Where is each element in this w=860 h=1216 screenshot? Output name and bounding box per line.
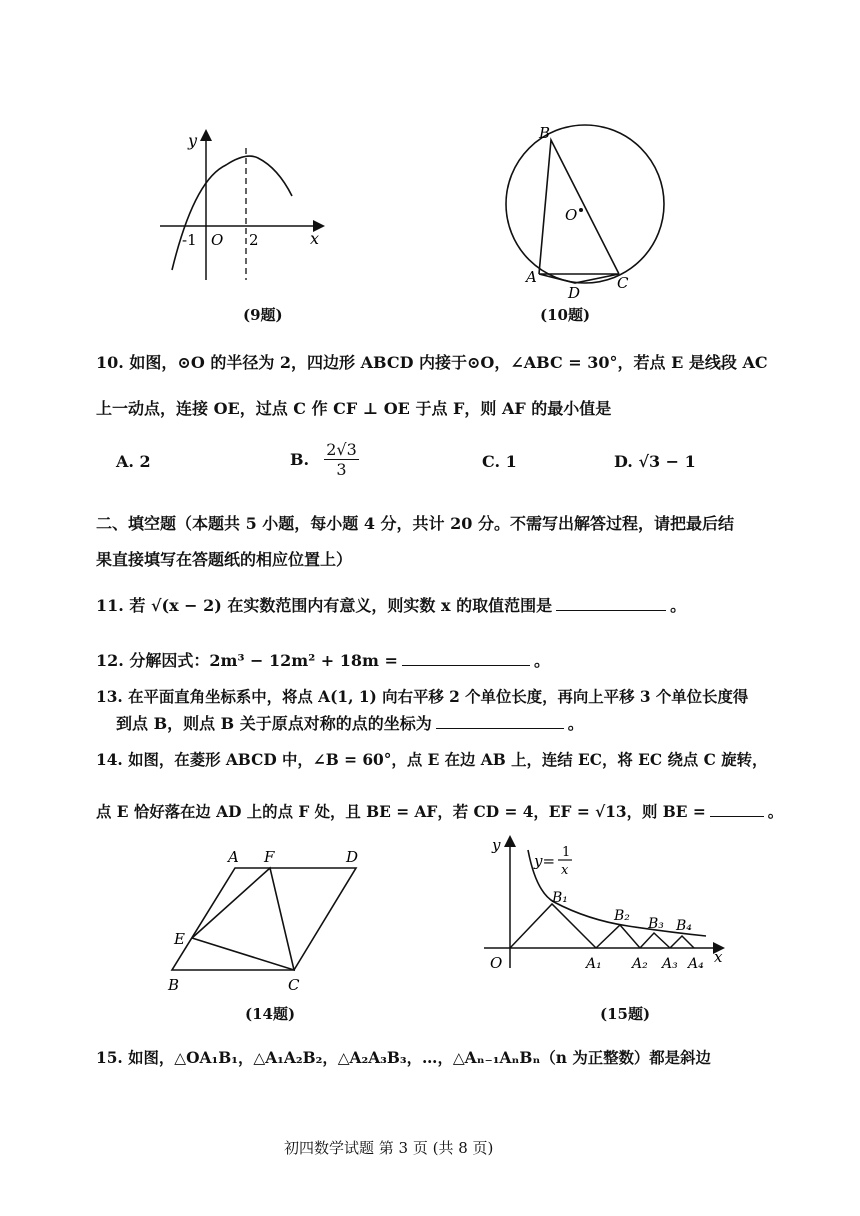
label-a: A xyxy=(526,268,537,286)
rhombus-abcd xyxy=(172,868,356,970)
function-numerator: 1 xyxy=(562,845,571,860)
quad-abcd xyxy=(539,140,619,274)
label-b4: B₄ xyxy=(676,918,692,934)
label-b1: B₁ xyxy=(552,890,568,906)
label-c: C xyxy=(288,976,300,994)
label-a2: A₂ xyxy=(632,956,648,972)
triangle-oa1b1 xyxy=(510,904,596,948)
origin-label: O xyxy=(490,954,503,972)
figure-10-circle xyxy=(495,120,675,300)
label-a1: A₁ xyxy=(586,956,602,972)
q11-text xyxy=(96,593,686,616)
q14-answer-blank[interactable] xyxy=(710,800,764,817)
q10-line2: 上一动点，连接 OE，过点 C 作 CF ⊥ OE 于点 F，则 AF 的最小值是 xyxy=(96,399,612,418)
label-a: A xyxy=(228,848,239,866)
q12-text xyxy=(96,648,550,671)
q11-question: 11. 若 √(x − 2) 在实数范围内有意义，则实数 x 的取值范围是 xyxy=(96,596,553,615)
x-axis-label: x xyxy=(310,229,320,248)
origin-label: O xyxy=(211,231,224,249)
q13-answer-blank[interactable] xyxy=(436,712,564,729)
q12-question: 12. 分解因式：2m³ − 12m² + 18m = xyxy=(96,651,398,670)
label-o: O xyxy=(565,206,578,224)
figure-9-caption: (9题) xyxy=(243,306,283,324)
label-f: F xyxy=(264,848,275,866)
label-b2: B₂ xyxy=(614,908,630,924)
q10-option-b-numerator: 2√3 xyxy=(326,440,357,459)
function-denominator: x xyxy=(561,863,569,878)
tick-minus-one: -1 xyxy=(182,231,197,249)
tick-two: 2 xyxy=(249,231,259,249)
triangle-efc xyxy=(192,868,294,970)
q14-line1: 14. 如图，在菱形 ABCD 中，∠B = 60°，点 E 在边 AB 上，连结 EC，将 EC 绕点 C 旋转， xyxy=(96,751,768,769)
q14-question: 点 E 恰好落在边 AD 上的点 F 处，且 BE = AF，若 CD = 4，EF = √13，则 BE = xyxy=(96,803,706,821)
q13-line1: 13. 在平面直角坐标系中，将点 A(1, 1) 向右平移 2 个单位长度，再向上平移 3 个单位长度得 xyxy=(96,688,749,706)
y-axis-label: y xyxy=(188,131,198,150)
figure-9-parabola xyxy=(150,120,340,285)
label-b: B xyxy=(539,124,551,142)
q15-line1: 15. 如图，△OA₁B₁，△A₁A₂B₂，△A₂A₃B₃，…，△Aₙ₋₁AₙBₙ（n 为正整数）都是斜边 xyxy=(96,1049,711,1067)
label-e: E xyxy=(174,930,185,948)
figure-14-rhombus xyxy=(160,840,380,1000)
label-a4: A₄ xyxy=(688,956,704,972)
function-lhs: y= xyxy=(534,852,556,870)
label-d: D xyxy=(568,284,581,300)
q10-option-a: A. 2 xyxy=(116,452,151,471)
x-axis-label: x xyxy=(714,948,723,966)
section2-line2: 果直接填写在答题纸的相应位置上） xyxy=(96,550,353,569)
figure-15-caption: (15题) xyxy=(600,1005,651,1023)
parabola-curve xyxy=(172,156,292,270)
q10-option-b-fraction xyxy=(324,440,359,479)
q10-option-b-label: B. xyxy=(290,450,310,469)
page-footer: 初四数学试题 第 3 页 (共 8 页) xyxy=(284,1139,494,1157)
q13-question: 到点 B，则点 B 关于原点对称的点的坐标为 xyxy=(116,714,432,733)
triangle-a2a3b3 xyxy=(640,933,670,948)
label-b3: B₃ xyxy=(648,916,664,932)
center-point xyxy=(579,208,583,212)
q10-option-b-denominator: 3 xyxy=(336,460,347,479)
label-a3: A₃ xyxy=(662,956,678,972)
triangle-a3a4b4 xyxy=(670,936,694,948)
q12-end: 。 xyxy=(533,651,550,670)
q11-answer-blank[interactable] xyxy=(556,594,666,611)
q13-end: 。 xyxy=(567,714,584,733)
figure-10-caption: (10题) xyxy=(540,306,591,324)
figure-15-hyperbola xyxy=(478,830,738,990)
y-axis-label: y xyxy=(492,836,501,854)
label-d: D xyxy=(346,848,359,866)
q13-line2 xyxy=(116,711,584,734)
label-b: B xyxy=(168,976,180,994)
q10-option-b xyxy=(290,440,359,479)
q10-option-d: D. √3 − 1 xyxy=(614,452,696,471)
q14-end: 。 xyxy=(767,803,784,821)
q10-option-c: C. 1 xyxy=(482,452,517,471)
triangle-a1a2b2 xyxy=(596,925,640,948)
figure-14-caption: (14题) xyxy=(245,1005,296,1023)
q10-line1: 10. 如图，⊙O 的半径为 2，四边形 ABCD 内接于⊙O，∠ABC = 30°，若点 E 是线段 AC xyxy=(96,353,768,372)
q14-line2 xyxy=(96,800,783,822)
section2-line1: 二、填空题（本题共 5 小题，每小题 4 分，共计 20 分。不需写出解答过程，请把最后结 xyxy=(96,514,734,533)
label-c: C xyxy=(617,274,629,292)
q12-answer-blank[interactable] xyxy=(402,649,530,666)
q11-end: 。 xyxy=(670,596,687,615)
circle-o xyxy=(506,125,664,283)
